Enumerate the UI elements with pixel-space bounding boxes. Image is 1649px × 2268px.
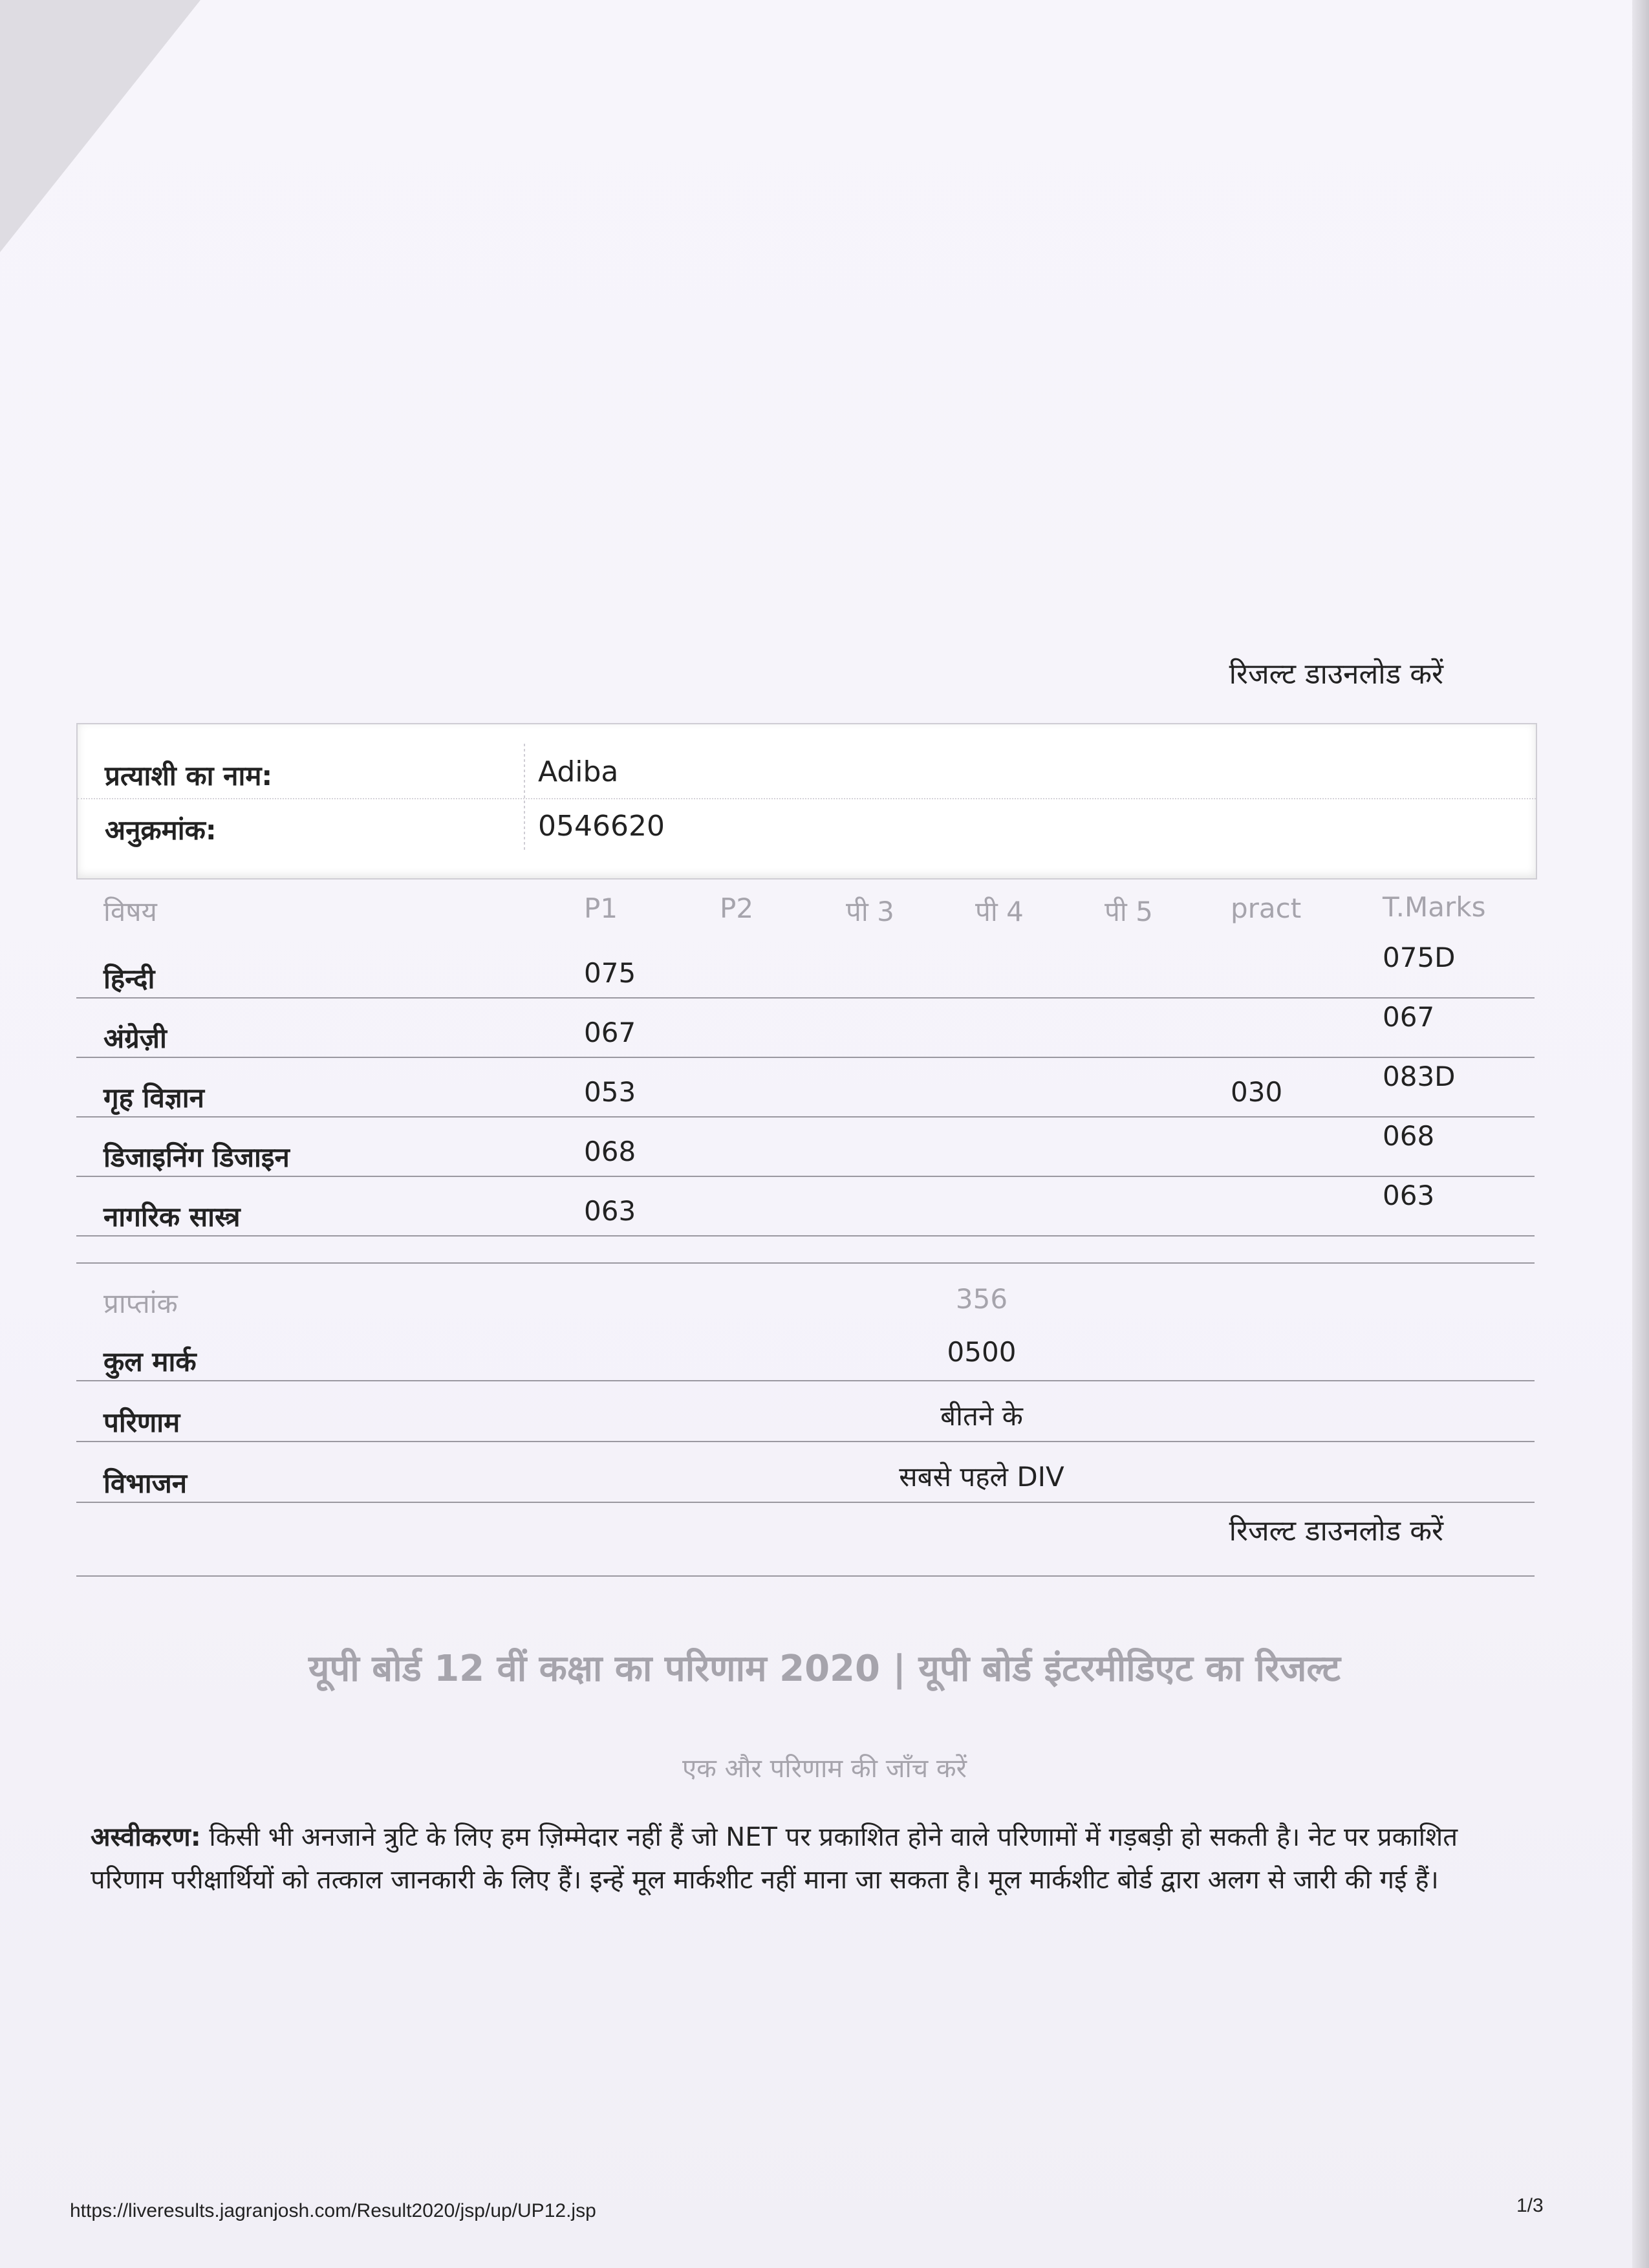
obtained-marks-label: प्राप्तांक [103,1288,178,1319]
table-divider [76,1237,1535,1264]
practical-marks: 030 [1231,1076,1283,1108]
table-row [76,939,1535,999]
disclaimer-label: अस्वीकरण: [91,1822,201,1852]
p1-marks: 067 [584,1017,636,1048]
candidate-name-value: Adiba [538,755,619,788]
section-divider [76,1575,1535,1577]
header-total-marks: T.Marks [1383,891,1486,923]
division-value: सबसे पहले DIV [899,1461,1064,1493]
roll-number-label: अनुक्रमांक: [105,814,217,846]
results-headline-link[interactable]: यूपी बोर्ड 12 वीं कक्षा का परिणाम 2020 | यूपी बोर्ड इंटरमीडिएट का रिजल्ट [308,1648,1341,1690]
result-summary [76,1261,1535,1503]
candidate-info-box [76,723,1537,880]
subject-name: डिजाइनिंग डिजाइन [103,1141,290,1173]
table-row [76,1177,1535,1237]
total-marks-label: कुल मार्क [103,1346,197,1377]
subject-name: अंग्रेज़ी [103,1022,167,1054]
obtained-marks-row [76,1261,1535,1321]
table-row [76,1118,1535,1177]
page-number: 1/3 [1516,2195,1544,2216]
p1-marks: 053 [584,1076,636,1108]
header-p1: P1 [584,892,618,924]
total-marks: 083D [1383,1061,1456,1092]
header-p4: पी 4 [975,896,1024,927]
footer-url: https://liveresults.jagranjosh.com/Result2020/jsp/up/UP12.jsp [70,2200,596,2221]
total-marks: 068 [1383,1120,1435,1152]
disclaimer-body: किसी भी अनजाने त्रुटि के लिए हम ज़िम्मेदार नहीं हैं जो NET पर प्रकाशित होने वाले परिणामों में गड़बड़ी हो सकती है। नेट पर प्रकाशित परिणाम परीक्षार्थियों को तत्काल जानकारी के लिए हैं। इन्हें मूल मार्कशीट नहीं माना जा सकता है। मूल मार्कशीट बोर्ड द्वारा अलग से जारी की गई हैं। [91,1822,1458,1895]
table-row [76,999,1535,1058]
download-result-link-bottom[interactable]: रिजल्ट डाउनलोड करें [1229,1515,1443,1548]
subject-name: नागरिक सास्त्र [103,1201,241,1233]
folded-corner [0,0,200,252]
total-marks: 063 [1383,1180,1435,1211]
total-marks-row [76,1321,1535,1381]
header-p2: P2 [720,892,754,924]
page-edge [1632,0,1649,2268]
marks-header-row [76,880,1535,939]
roll-number-row [78,798,1536,852]
header-practical: pract [1231,892,1302,924]
division-label: विभाजन [103,1467,188,1499]
disclaimer-text [91,1816,1533,1901]
candidate-name-row [78,744,1536,799]
table-row [76,1058,1535,1118]
candidate-name-label: प्रत्याशी का नाम: [105,760,273,792]
result-row [76,1381,1535,1442]
total-marks: 075D [1383,942,1456,973]
check-another-result-link[interactable]: एक और परिणाम की जाँच करें [682,1754,967,1784]
subject-name: हिन्दी [103,963,155,995]
header-p5: पी 5 [1105,896,1153,927]
obtained-marks-value: 356 [955,1283,1008,1315]
division-row [76,1442,1535,1503]
download-result-link-top[interactable]: रिजल्ट डाउनलोड करें [1229,658,1443,691]
header-subject: विषय [103,896,157,927]
total-marks-value: 0500 [947,1336,1017,1368]
marks-table [76,880,1535,1264]
result-label: परिणाम [103,1407,180,1438]
p1-marks: 063 [584,1195,636,1227]
p1-marks: 068 [584,1136,636,1167]
roll-number-value: 0546620 [538,810,665,843]
header-p3: पी 3 [846,896,894,927]
subject-name: गृह विज्ञान [103,1082,204,1114]
total-marks: 067 [1383,1001,1435,1033]
p1-marks: 075 [584,957,636,989]
result-value: बीतने के [940,1400,1023,1432]
